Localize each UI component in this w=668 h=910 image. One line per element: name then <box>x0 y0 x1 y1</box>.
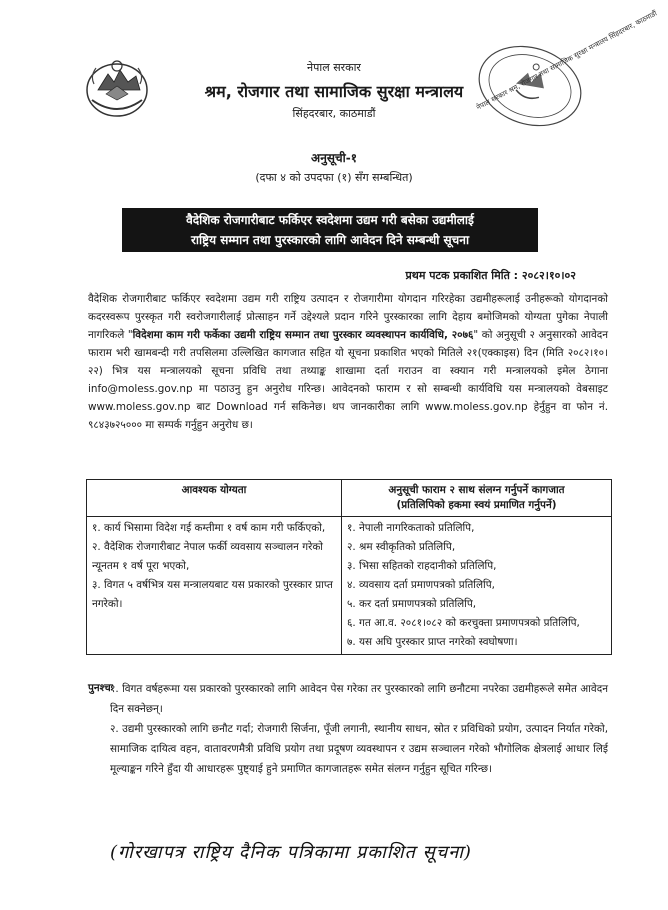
table-header-documents-line1: अनुसूची फाराम २ साथ संलग्न गर्नुपर्ने कागजात <box>388 484 565 496</box>
ministry-address: सिंहदरबार, काठमाडौं <box>292 107 376 120</box>
handwritten-note: (गोरखापत्र राष्ट्रिय दैनिक पत्रिकामा प्रकाशित सूचना) <box>110 842 472 863</box>
document-item: ५. कर दर्ता प्रमाणपत्रको प्रतिलिपि, <box>347 598 477 610</box>
stamp-lettering: नेपाल सरकार श्रम, रोजगार तथा सामाजिक सुरक्षा मन्त्रालय सिंहदरबार, काठमाडौं <box>475 9 659 112</box>
notice-title-box <box>122 208 538 252</box>
annex-subtitle: (दफा ४ को उपदफा (१) सँग सम्बन्धित) <box>255 171 413 184</box>
requirements-table <box>86 479 612 655</box>
qualification-item: ३. विगत ५ वर्षभित्र यस मन्त्रालयबाट यस प्रकारको पुरस्कार प्राप्त नगरेको। <box>92 579 333 610</box>
ministry-name: श्रम, रोजगार तथा सामाजिक सुरक्षा मन्त्रालय <box>204 82 464 101</box>
note-1: १. विगत वर्षहरूमा यस प्रकारको पुरस्कारको लागि आवेदन पेस गरेका तर पुरस्कारको लागि छनौटमा नपरेका उद्यमीहरूले समेत आवेदन दिन सक्नेछन्। <box>110 683 608 715</box>
notice-title-line1: वैदेशिक रोजगारीबाट फर्किएर स्वदेशमा उद्यम गरी बसेका उद्यमीलाई <box>186 213 474 227</box>
qualification-item: २. वैदेशिक रोजगारीबाट नेपाल फर्की व्यवसाय सञ्चालन गरेको न्यूनतम १ वर्ष पूरा भएको, <box>92 541 323 572</box>
government-name: नेपाल सरकार <box>307 61 361 74</box>
body-procedure-name: विदेशमा काम गरी फर्केका उद्यमी राष्ट्रिय सम्मान तथा पुरस्कार व्यवस्थापन कार्यविधि, २०७६ <box>132 329 474 341</box>
qualifications-cell <box>87 517 342 655</box>
table-header-qualification: आवश्यक योग्यता <box>87 480 342 517</box>
annex-title: अनुसूची-१ <box>311 151 357 165</box>
document-item: ७. यस अघि पुरस्कार प्राप्त नगरेको स्वघोषणा। <box>347 636 518 648</box>
document-item: २. श्रम स्वीकृतिको प्रतिलिपि, <box>347 541 456 553</box>
notice-title-line2: राष्ट्रिय सम्मान तथा पुरस्कारको लागि आवेदन दिने सम्बन्धी सूचना <box>190 233 470 247</box>
document-item: ३. भिसा सहितको राहदानीको प्रतिलिपि, <box>347 560 497 572</box>
body-text-1: वैदेशिक रोजगारीबाट फर्किएर स्वदेशमा उद्यम गरी राष्ट्रिय उत्पादन र रोजगारीमा योगदान गरिरहेका उद्यमीहरूलाई उनीहरूको योगदानको कदरस्वरूप पुरस्कृत गरी स्वरोजगारीलाई प्रोत्साहन गर्ने उद्देश्यले प्रदान गरिने पुरस्कारका लागि देहाय बमोजिमको योग्यता पुगेका नेपाली नागरिकले " <box>88 293 608 341</box>
document-item: १. नेपाली नागरिकताको प्रतिलिपि, <box>347 522 475 534</box>
note-2: २. उद्यमी पुरस्कारको लागि छनौट गर्दा; रोजगारी सिर्जना, पूँजी लगानी, स्थानीय साधन, स्रोत र प्रविधिको प्रयोग, उत्पादन निर्यात गरेको, सामाजिक दायित्व वहन, वातावरणमैत्री प्रविधि प्रयोग तथा प्रदूषण व्यवस्थापन र उद्यम सञ्चालन गरेको भौगोलिक क्षेत्रलाई आधार लिई मूल्याङ्कन गरिने हुँदा यी आधारहरू पुष्ट्याई हुने प्रमाणित कागजातहरू समेत संलग्न गर्नुहुन सूचित गरिन्छ। <box>110 723 608 775</box>
documents-cell <box>342 517 612 655</box>
notice-body <box>88 290 608 434</box>
qualification-item: १. कार्य भिसामा विदेश गई कम्तीमा १ वर्ष काम गरी फर्किएको, <box>92 522 326 534</box>
document-item: ४. व्यवसाय दर्ता प्रमाणपत्रको प्रतिलिपि, <box>347 579 495 591</box>
table-header-documents-line2: (प्रतिलिपिको हकमा स्वयं प्रमाणित गर्नुपर्ने) <box>396 499 557 511</box>
document-item: ६. गत आ.व. २०८१।०८२ को करचुक्ता प्रमाणपत्रको प्रतिलिपि, <box>347 617 580 629</box>
body-text-2: " को अनुसूची २ अनुसारको आवेदन फाराम भरी खामबन्दी गरी तपसिलमा उल्लिखित कागजात सहित यो सूचना प्रकाशित भएको मितिले २१(एक्काइस) दिन (मिति २०८२।१०।२२) भित्र यस मन्त्रालयको सूचना प्रविधि तथा तथ्याङ्क शाखामा दर्ता गराउन वा स्क्यान गरी मन्त्रालयको इमेल ठेगाना info@moless.gov.np मा पठाउनु हुन अनुरोध गरिन्छ। आवेदनको फाराम र सो सम्बन्धी कार्यविधि यस मन्त्रालयको वेबसाइट www.moless.gov.np बाट Download गर्न सकिनेछ। थप जानकारीका लागि www.moless.gov.np हेर्नुहुन वा फोन नं. ९८४३७२५००० मा सम्पर्क गर्नुहुन अनुरोध छ। <box>88 329 609 431</box>
note-label: पुनश्चः <box>88 682 113 694</box>
publication-date: प्रथम पटक प्रकाशित मिति : २०८२।१०।०२ <box>405 269 576 282</box>
table-header-documents <box>342 480 612 517</box>
